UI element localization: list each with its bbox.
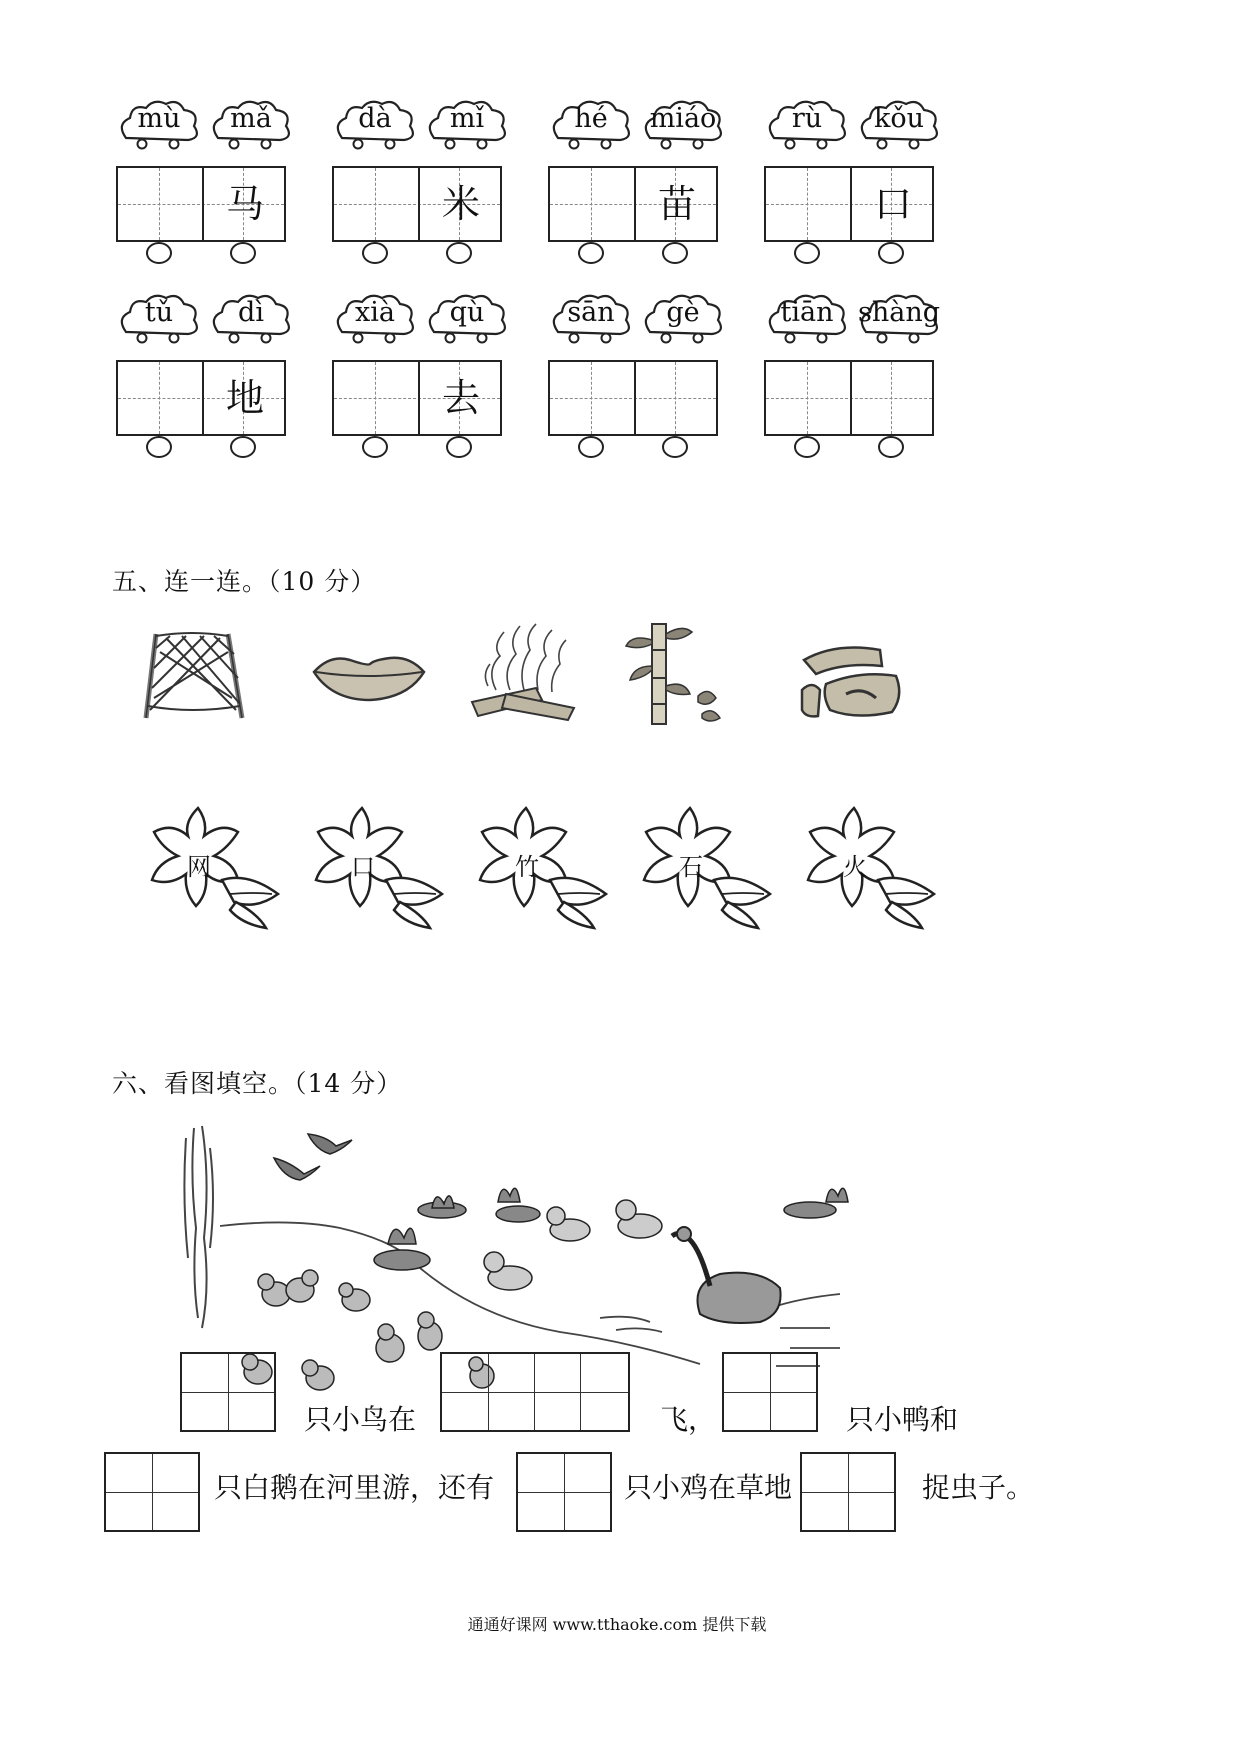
wheel-icon (662, 436, 688, 458)
given-character: 去 (441, 376, 480, 420)
pinyin-train (548, 98, 728, 274)
pinyin-cloud (642, 292, 724, 344)
writing-grid[interactable] (116, 360, 286, 436)
pinyin-cloud (642, 98, 724, 150)
pinyin-label: mǐ (449, 103, 485, 134)
given-character: 米 (441, 182, 480, 226)
pinyin-label: mǎ (230, 103, 272, 134)
fill-text-5: 只小鸡在草地 (624, 1471, 793, 1504)
answer-box-4[interactable] (104, 1452, 200, 1532)
pinyin-cloud (766, 98, 848, 150)
flower-character: 竹 (515, 853, 539, 881)
answer-box-5[interactable] (516, 1452, 612, 1532)
pinyin-train (548, 292, 728, 468)
answer-box-3[interactable] (722, 1352, 818, 1432)
given-character: 马 (225, 182, 264, 226)
pinyin-label: gè (666, 297, 700, 328)
net-picture (142, 628, 252, 728)
pinyin-train (764, 292, 944, 468)
writing-grid[interactable] (764, 166, 934, 242)
pinyin-cloud (858, 98, 940, 150)
wheel-icon (878, 436, 904, 458)
pinyin-cloud (426, 98, 508, 150)
pinyin-label: mù (137, 103, 181, 134)
wheel-icon (230, 242, 256, 264)
wheel-icon (578, 436, 604, 458)
answer-box-6[interactable] (800, 1452, 896, 1532)
pinyin-label: hé (574, 103, 608, 134)
section6-heading: 六、看图填空。（14 分） (112, 1069, 403, 1098)
pinyin-train (116, 292, 296, 468)
pinyin-train (332, 292, 512, 468)
given-character: 口 (873, 182, 912, 226)
fill-text-6: 捉虫子。 (922, 1471, 1035, 1504)
writing-grid[interactable] (332, 166, 502, 242)
bamboo-picture (622, 620, 732, 730)
pinyin-label: xià (355, 297, 395, 328)
pinyin-label: kǒu (873, 103, 924, 134)
pinyin-label: dì (238, 297, 264, 328)
wheel-icon (578, 242, 604, 264)
fill-text-2: 飞， (660, 1403, 717, 1436)
wheel-icon (230, 436, 256, 458)
pinyin-cloud (550, 292, 632, 344)
pinyin-cloud (118, 292, 200, 344)
flower-character: 口 (351, 853, 375, 881)
flower-card[interactable] (302, 802, 452, 932)
pinyin-cloud (210, 98, 292, 150)
fill-text-3: 只小鸭和 (846, 1403, 959, 1436)
mouth-picture (310, 650, 428, 710)
wheel-icon (146, 242, 172, 264)
pinyin-cloud (118, 98, 200, 150)
pinyin-cloud (550, 98, 632, 150)
writing-grid[interactable] (332, 360, 502, 436)
flower-character: 网 (187, 853, 211, 881)
footer-text: 通通好课网 www.tthaoke.com 提供下载 (467, 1615, 767, 1634)
pinyin-train (332, 98, 512, 274)
flower-card[interactable] (630, 802, 780, 932)
fill-text-1: 只小鸟在 (304, 1403, 417, 1436)
wheel-icon (146, 436, 172, 458)
flower-card[interactable] (466, 802, 616, 932)
wheel-icon (362, 436, 388, 458)
pinyin-label: rù (791, 103, 823, 134)
given-character: 地 (225, 376, 264, 420)
answer-box-1[interactable] (180, 1352, 276, 1432)
stone-picture (796, 640, 908, 728)
pinyin-cloud (210, 292, 292, 344)
pinyin-label: shàng (858, 297, 941, 328)
flower-card[interactable] (794, 802, 944, 932)
wheel-icon (446, 242, 472, 264)
pinyin-cloud (766, 292, 848, 344)
wheel-icon (362, 242, 388, 264)
flower-character: 石 (679, 853, 703, 881)
wheel-icon (878, 242, 904, 264)
pinyin-label: tiān (780, 297, 834, 328)
pinyin-cloud (426, 292, 508, 344)
given-character: 苗 (657, 182, 696, 226)
writing-grid[interactable] (548, 360, 718, 436)
writing-grid[interactable] (548, 166, 718, 242)
flower-card[interactable] (138, 802, 288, 932)
pinyin-cloud (858, 292, 940, 344)
wheel-icon (662, 242, 688, 264)
pinyin-label: dà (358, 103, 392, 134)
writing-grid[interactable] (764, 360, 934, 436)
answer-box-2[interactable] (440, 1352, 630, 1432)
pinyin-label: miáo (649, 103, 717, 134)
wheel-icon (794, 436, 820, 458)
pinyin-cloud (334, 292, 416, 344)
fill-text-4: 只白鹅在河里游，还有 (214, 1471, 495, 1504)
pinyin-label: tǔ (144, 297, 174, 328)
section5-heading: 五、连一连。（10 分） (112, 567, 377, 596)
flower-character: 火 (843, 853, 867, 881)
pinyin-label: sān (567, 297, 615, 328)
pinyin-cloud (334, 98, 416, 150)
pinyin-train (116, 98, 296, 274)
pinyin-label: qù (449, 297, 485, 328)
wheel-icon (794, 242, 820, 264)
pinyin-train (764, 98, 944, 274)
wheel-icon (446, 436, 472, 458)
fire-picture (466, 620, 586, 730)
writing-grid[interactable] (116, 166, 286, 242)
